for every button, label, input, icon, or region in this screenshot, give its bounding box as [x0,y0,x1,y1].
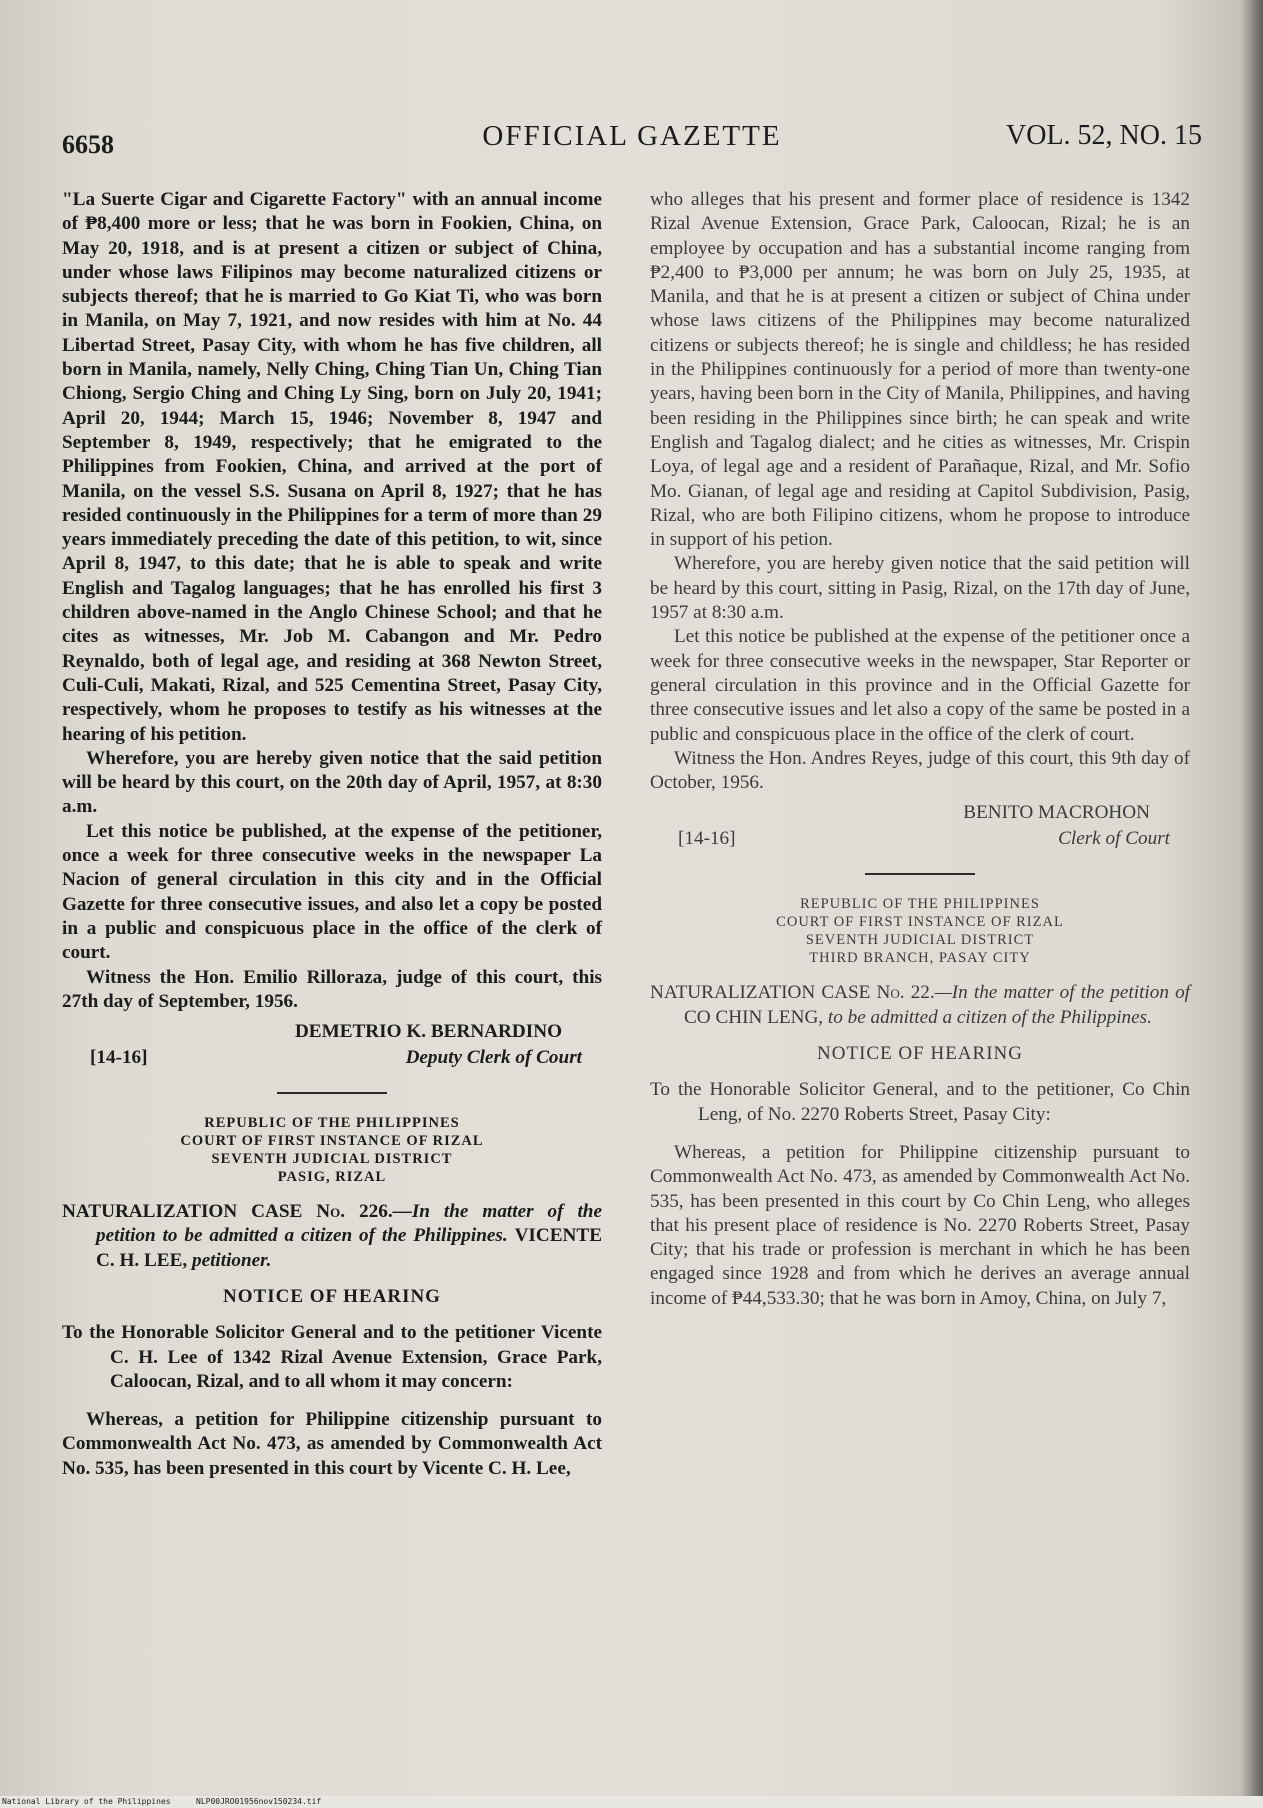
court-heading [62,1114,602,1186]
right-paragraph-2: Wherefore, you are hereby given notice that the said petition will be heard by this court, sitting in Pasig, Rizal, on the 17th day of June, 1957 at 8:30 a.m. [650,553,1190,624]
case-description: —In the matter of the petition of [934,982,1190,1004]
page-header [62,112,1202,159]
right-paragraph-4: Witness the Hon. Andres Reyes, judge of this court, this 9th day of October, 1956. [650,747,1190,794]
court-heading [650,895,1190,967]
volume-number: VOL. 52, NO. 15 [1006,120,1202,151]
scan-footer [0,1796,1263,1808]
case-title [62,1200,602,1273]
right-paragraph-5: Whereas, a petition for Philippine citizenship pursuant to Commonwealth Act No. 473, as amended by Commonwealth Act No. 535, has been presented in this court by Co Chin Leng, who alleges that his present place of residence is No. 2270 Roberts Street, Pasay City; that his trade or profession is merchant in which he has been engaged since 1928 and from which he derives an average annual income of ₱44,533.30; that he was born in Amoy, China, on July 7, [650,1141,1190,1309]
court-line: REPUBLIC OF THE PHILIPPINES [204,1115,460,1132]
file-name: NLP00JRO01956nov150234.tif [196,1797,322,1806]
right-signature [650,801,1190,853]
signatory-name: BENITO MACROHON [963,802,1150,824]
court-line: REPUBLIC OF THE PHILIPPINES [800,896,1040,913]
case-label: NATURALIZATION CASE No. 226. [62,1201,393,1223]
court-line: SEVENTH JUDICIAL DISTRICT [211,1151,453,1168]
notice-heading: NOTICE OF HEARING [223,1285,441,1307]
petitioner-name: VICENTE C. H. LEE, [96,1225,603,1271]
case-description-end: to be admitted a citizen of the Philippines. [827,1006,1152,1028]
left-paragraph-1: "La Suerte Cigar and Cigarette Factory" with an annual income of ₱8,400 more or less; that he was born in Fookien, China, on May 20, 1918, and is at present a citizen or subject of China, under whose laws Filipinos may become naturalized citizens or subjects thereof; that he is married to Go Kiat Ti, who was born in Manila, on May 7, 1921, and now resides with him at No. 44 Libertad Street, Pasay City, with whom he has five children, all born in Manila, namely, Nelly Ching, Ching Tian Un, Ching Tian Chiong, Sergio Ching and Ching Ly Sing, born on July 20, 1941; April 20, 1944; March 15, 1946; November 8, 1947 and September 8, 1949, respectively; that he emigrated to the Philippines from Fookien, China, and arrived at the port of Manila, on the vessel S.S. Susana on April 8, 1927; that he has resided continuously in the Philippines for a term of more than 29 years immediately preceding the date of this petition, to wit, since April 8, 1947, to this date; that he is able to speak and write English and Tagalog languages; that he has enrolled his first 3 children above-named in the Anglo Chinese School; and that he cites as witnesses, Mr. Job M. Cabangon and Mr. Pedro Reynaldo, both of legal age, and residing at 368 Newton Street, Culi-Culi, Makati, Rizal, and 525 Cementina Street, Pasay City, respectively, whom he proposes to testify as his witnesses at the hearing of his petition. [62,189,602,745]
left-signature [62,1020,602,1072]
library-credit: National Library of the Philippines [2,1797,171,1806]
left-paragraph-3: Let this notice be published, at the expense of the petitioner, once a week for three consecutive weeks in the newspaper La Nacion of general circulation in this city and in the Official Gazette for three consecutive issues, and also let a copy be posted in a public and conspicuous place in the office of the clerk of court. [62,820,602,964]
court-line: THIRD BRANCH, PASAY CITY [809,950,1031,967]
case-title [650,981,1190,1030]
left-paragraph-4: Witness the Hon. Emilio Rilloraza, judge of this court, this 27th day of September, 1956. [62,966,602,1012]
issue-reference: [14-16] [90,1047,148,1069]
left-paragraph-2: Wherefore, you are hereby given notice that the said petition will be heard by this court, on the 20th day of April, 1957, at 8:30 a.m. [62,747,602,818]
right-paragraph-3: Let this notice be published at the expense of the petitioner once a week for three consecutive weeks in the newspaper, Star Reporter or general circulation in this province and in the Official Gazette for three consecutive issues and let also a copy of the same be posted in a public and conspicuous place in the office of the clerk of court. [650,626,1190,745]
section-divider [277,1092,387,1094]
page-number: 6658 [62,130,114,159]
publication-title: OFFICIAL GAZETTE [482,120,782,152]
case-description: —In the matter of the petition to be admitted a citizen of the Philippines. [96,1201,602,1247]
petitioner-name: CO CHIN LENG, [684,1006,824,1028]
signatory-title: Deputy Clerk of Court [405,1047,582,1069]
left-column [62,188,602,1481]
address-line: To the Honorable Solicitor General and to the petitioner Vicente C. H. Lee of 1342 Rizal Avenue Extension, Grace Park, Caloocan, Rizal, and to all whom it may concern: [62,1322,602,1392]
court-line: COURT OF FIRST INSTANCE OF RIZAL [180,1133,484,1150]
left-paragraph-5: Whereas, a petition for Philippine citizenship pursuant to Commonwealth Act No. 473, as amended by Commonwealth Act No. 535, has been presented in this court by Vicente C. H. Lee, [62,1409,602,1479]
court-line: COURT OF FIRST INSTANCE OF RIZAL [776,914,1064,931]
petitioner-role: petitioner. [191,1249,272,1271]
notice-heading: NOTICE OF HEARING [817,1043,1023,1065]
address-line: To the Honorable Solicitor General, and to the petitioner, Co Chin Leng, of No. 2270 Roberts Street, Pasay City: [650,1079,1190,1125]
court-line: SEVENTH JUDICIAL DISTRICT [805,932,1035,949]
case-label: NATURALIZATION CASE No. 22. [650,982,935,1004]
right-column [650,188,1190,1311]
right-paragraph-1: who alleges that his present and former place of residence is 1342 Rizal Avenue Extension, Grace Park, Caloocan, Rizal; he is an employee by occupation and has a substantial income ranging from ₱2,400 to ₱3,000 per annum; he was born on July 25, 1935, at Manila, and that he is at present a citizen or subject of China under whose laws citizens of the Philippines may become naturalized citizens or subjects thereof; he is single and childless; he has resided in the Philippines continuously for a period of more than twenty-one years, having been born in the City of Manila, Philippines, and having been residing in the Philippines since birth; he can speak and write English and Tagalog dialect; and he cities as witnesses, Mr. Crispin Loya, of legal age and a resident of Parañaque, Rizal, and Mr. Sofio Mo. Gianan, of legal age and residing at Capitol Subdivision, Pasig, Rizal, who are both Filipino citizens, whom he propose to introduce in support of his petion. [650,189,1190,551]
signatory-name: DEMETRIO K. BERNARDINO [294,1021,562,1043]
page-edge-shadow [1241,0,1263,1808]
issue-reference: [14-16] [678,828,736,850]
section-divider [865,873,975,875]
signatory-title: Clerk of Court [1058,828,1170,850]
court-line: PASIG, RIZAL [277,1169,387,1186]
